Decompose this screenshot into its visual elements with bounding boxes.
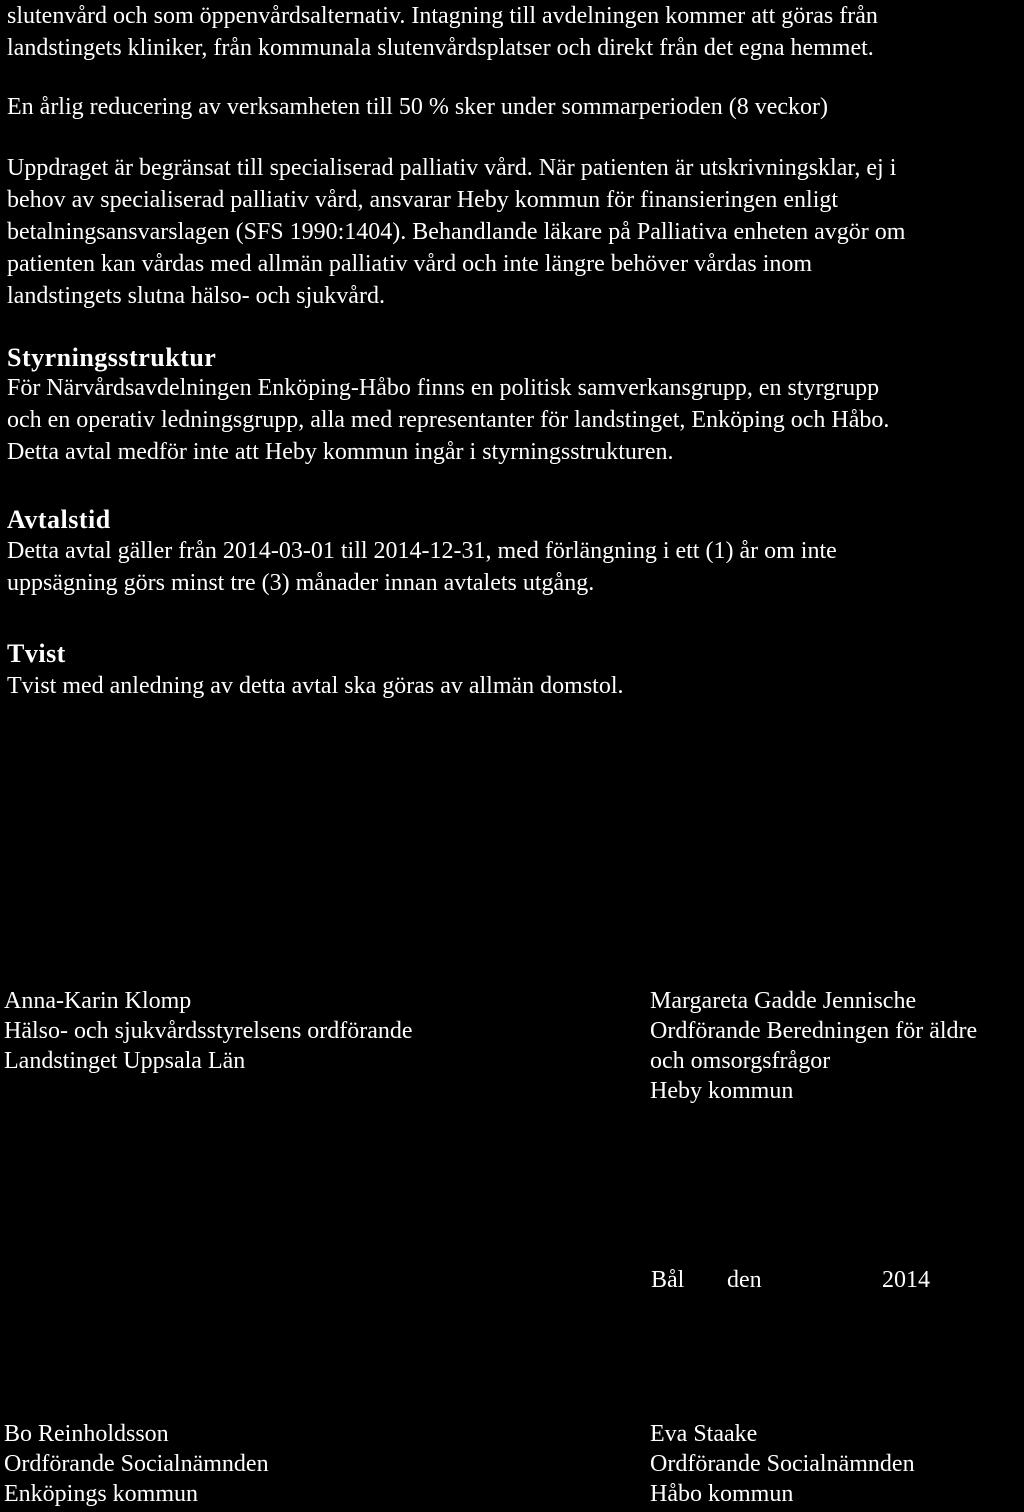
signatory-title: Ordförande Socialnämnden: [4, 1451, 269, 1477]
signatory-right-bottom: [650, 1419, 915, 1509]
assignment-line: landstingets slutna hälso- och sjukvård.: [7, 283, 385, 309]
intro-paragraph: [7, 0, 1021, 64]
signatory-org: Heby kommun: [650, 1078, 794, 1104]
signatory-left-top: [4, 986, 413, 1076]
governance-paragraph: [7, 372, 1021, 468]
signatory-name: Anna-Karin Klomp: [4, 988, 192, 1014]
term-paragraph: [7, 535, 1021, 599]
assignment-line: betalningsansvarslagen (SFS 1990:1404). Behandlande läkare på Palliativa enheten avgör om: [7, 219, 906, 245]
signatory-org: Enköpings kommun: [4, 1481, 199, 1507]
governance-line: och en operativ ledningsgrupp, alla med representanter för landstinget, Enköping och Håbo.: [7, 407, 890, 433]
signatory-left-bottom: [4, 1419, 269, 1509]
date-place: Bål: [651, 1267, 685, 1293]
intro-line: slutenvård och som öppenvårdsalternativ. Intagning till avdelningen kommer att göras från: [7, 3, 878, 29]
assignment-line: Uppdraget är begränsat till specialiserad palliativ vård. När patienten är utskrivningsklar, ej i: [7, 155, 897, 181]
intro-line: landstingets kliniker, från kommunala slutenvårdsplatser och direkt från det egna hemmet.: [7, 35, 874, 61]
date-year: 2014: [882, 1267, 930, 1293]
date-den: den: [727, 1267, 762, 1293]
governance-line: Detta avtal medför inte att Heby kommun ingår i styrningsstrukturen.: [7, 439, 674, 465]
term-line: uppsägning görs minst tre (3) månader innan avtalets utgång.: [7, 570, 595, 596]
signatory-name: Margareta Gadde Jennische: [650, 988, 917, 1014]
signatory-org: Landstinget Uppsala Län: [4, 1048, 246, 1074]
signatory-name: Bo Reinholdsson: [4, 1421, 169, 1447]
term-heading: Avtalstid: [7, 505, 111, 534]
assignment-line: behov av specialiserad palliativ vård, ansvarar Heby kommun för finansieringen enligt: [7, 187, 839, 213]
reduction-line: En årlig reducering av verksamheten till 50 % sker under sommarperioden (8 veckor): [7, 94, 829, 120]
dispute-line: Tvist med anledning av detta avtal ska göras av allmän domstol.: [7, 673, 624, 699]
signatory-title: Ordförande Beredningen för äldre: [650, 1018, 978, 1044]
dispute-heading: Tvist: [7, 639, 66, 668]
signatory-title: och omsorgsfrågor: [650, 1048, 831, 1074]
signatory-name: Eva Staake: [650, 1421, 758, 1447]
dispute-paragraph: [7, 670, 1021, 702]
signatory-right-top: [650, 986, 977, 1106]
signatory-title: Ordförande Socialnämnden: [650, 1451, 915, 1477]
assignment-paragraph: [7, 152, 1021, 312]
term-line: Detta avtal gäller från 2014-03-01 till 2014-12-31, med förlängning i ett (1) år om inte: [7, 538, 837, 564]
signatory-title: Hälso- och sjukvårdsstyrelsens ordförande: [4, 1018, 413, 1044]
reduction-paragraph: [7, 91, 1021, 123]
governance-heading: Styrningsstruktur: [7, 343, 217, 372]
governance-line: För Närvårdsavdelningen Enköping-Håbo finns en politisk samverkansgrupp, en styrgrupp: [7, 375, 880, 401]
assignment-line: patienten kan vårdas med allmän palliativ vård och inte längre behöver vårdas inom: [7, 251, 813, 277]
signatory-org: Håbo kommun: [650, 1481, 794, 1507]
